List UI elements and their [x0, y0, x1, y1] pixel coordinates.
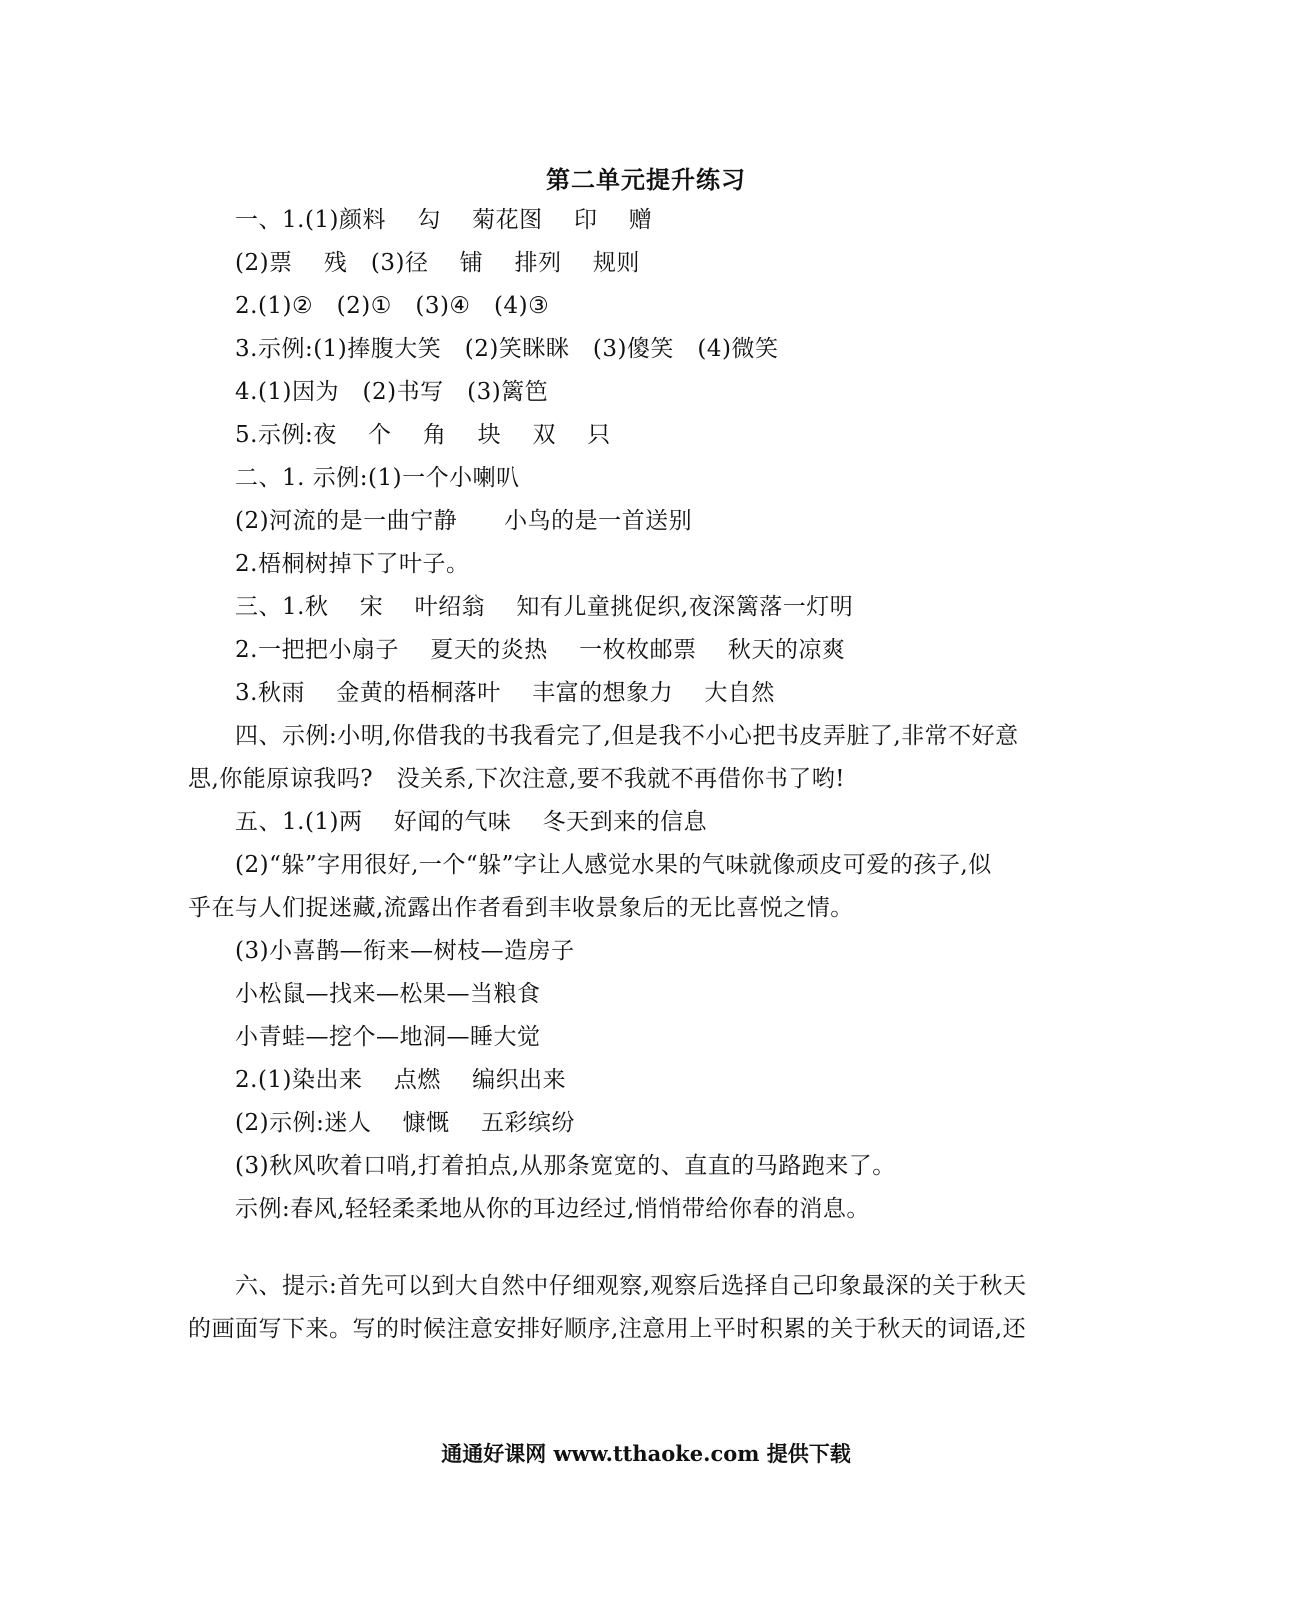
- answer-line-continuation: 乎在与人们捉迷藏,流露出作者看到丰收景象后的无比喜悦之情。: [188, 895, 854, 921]
- answer-line-continuation: 的画面写下来。写的时候注意安排好顺序,注意用上平时积累的关于秋天的词语,还: [188, 1316, 1027, 1342]
- answer-line: 3.示例:(1)捧腹大笑 (2)笑眯眯 (3)傻笑 (4)微笑: [235, 336, 779, 362]
- answer-line: 2.(1)染出来 点燃 编织出来: [235, 1067, 567, 1093]
- answer-line: (2)河流的是一曲宁静 小鸟的是一首送别: [235, 508, 693, 534]
- page-footer: 通通好课网 www.tthaoke.com 提供下载: [441, 1441, 851, 1466]
- answer-line: 4.(1)因为 (2)书写 (3)篱笆: [235, 379, 549, 405]
- answer-line: 小青蛙—挖个—地洞—睡大觉: [235, 1024, 541, 1050]
- answer-line: 小松鼠—找来—松果—当粮食: [235, 981, 541, 1007]
- answer-line-continuation: 思,你能原谅我吗? 没关系,下次注意,要不我就不再借你书了哟!: [188, 766, 846, 792]
- answer-line: 3.秋雨 金黄的梧桐落叶 丰富的想象力 大自然: [235, 680, 775, 706]
- answer-line: 2.一把把小扇子 夏天的炎热 一枚枚邮票 秋天的凉爽: [235, 637, 846, 663]
- answer-line: (3)小喜鹊—衔来—树枝—造房子: [235, 938, 575, 964]
- answer-line: 2.(1)② (2)① (3)④ (4)③: [235, 293, 550, 319]
- answer-line: 示例:春风,轻轻柔柔地从你的耳边经过,悄悄带给你春的消息。: [235, 1196, 870, 1222]
- answer-line: 五、1.(1)两 好闻的气味 冬天到来的信息: [235, 809, 708, 835]
- answer-line: 四、示例:小明,你借我的书我看完了,但是我不小心把书皮弄脏了,非常不好意: [235, 723, 1019, 749]
- answer-line: (2)票 残 (3)径 铺 排列 规则: [235, 250, 640, 276]
- answer-line: 一、1.(1)颜料 勾 菊花图 印 赠: [235, 207, 653, 233]
- answer-line: 5.示例:夜 个 角 块 双 只: [235, 422, 611, 448]
- answer-line: 三、1.秋 宋 叶绍翁 知有儿童挑促织,夜深篱落一灯明: [235, 594, 854, 620]
- answer-line: (2)“躲”字用很好,一个“躲”字让人感觉水果的气味就像顽皮可爱的孩子,似: [235, 852, 992, 878]
- answer-body: [188, 199, 1098, 1351]
- page-title: 第二单元提升练习: [546, 165, 746, 194]
- answer-line: 六、提示:首先可以到大自然中仔细观察,观察后选择自己印象最深的关于秋天: [235, 1273, 1027, 1299]
- answer-line: 二、1. 示例:(1)一个小喇叭: [235, 465, 520, 491]
- answer-line: (2)示例:迷人 慷慨 五彩缤纷: [235, 1110, 575, 1136]
- answer-line: (3)秋风吹着口哨,打着拍点,从那条宽宽的、直直的马路跑来了。: [235, 1153, 896, 1179]
- answer-line: 2.梧桐树掉下了叶子。: [235, 551, 470, 577]
